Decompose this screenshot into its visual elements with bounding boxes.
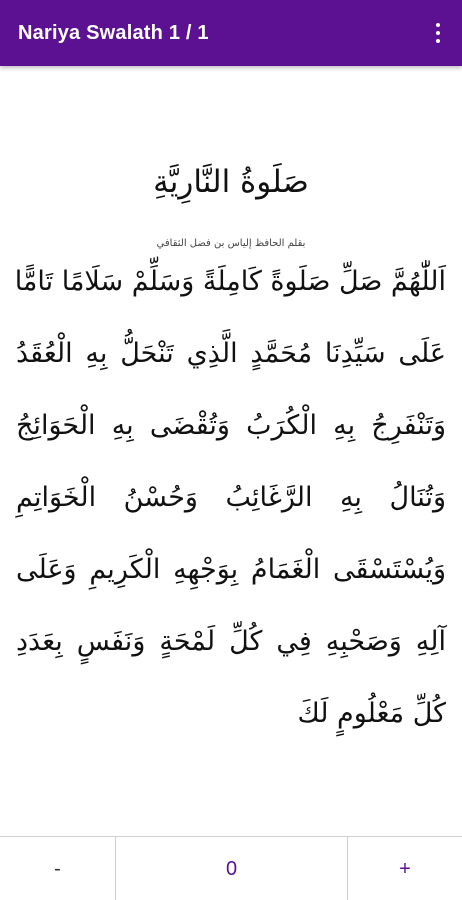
verse-line-3: وَتَنْفَرِجُ بِهِ الْكُرَبُ وَتُقْضَى بِهِ الْحَوَائِجُ — [16, 410, 446, 441]
counter-bar — [0, 836, 462, 900]
swalath-title: صَلَوةُ النَّارِيَّةِ — [153, 164, 309, 200]
verse-line-7: كُلِّ مَعْلُومٍ لَكَ — [297, 698, 446, 729]
swalath-text-area — [0, 66, 462, 836]
app-title: Nariya Swalath 1 / 1 — [18, 21, 209, 44]
verse-line-5: وَيُسْتَسْقَى الْغَمَامُ بِوَجْهِهِ الْكَرِيمِ وَعَلَى — [16, 554, 446, 585]
app-bar — [0, 0, 462, 66]
more-vertical-icon[interactable] — [424, 13, 452, 53]
author-line: بقلم الحافظ إلياس بن فضل الثقافي — [156, 238, 306, 249]
verse-line-6: آلِهِ وَصَحْبِهِ فِي كُلِّ لَمْحَةٍ وَنَفَسٍ بِعَدَدِ — [16, 626, 446, 657]
verse-line-4: وَتُنَالُ بِهِ الرَّغَائِبُ وَحُسْنُ الْخَوَاتِمِ — [16, 482, 446, 513]
verse-line-2: عَلَى سَيِّدِنَا مُحَمَّدٍ الَّذِي تَنْحَلُّ بِهِ الْعُقَدُ — [16, 338, 446, 369]
verse-line-1: اَللّٰهُمَّ صَلِّ صَلَوةً كَامِلَةً وَسَلِّمْ سَلَامًا تَامًّا — [14, 266, 446, 297]
decrement-button[interactable]: - — [0, 837, 116, 900]
counter-value[interactable]: 0 — [116, 837, 348, 900]
increment-button[interactable]: + — [399, 857, 411, 880]
